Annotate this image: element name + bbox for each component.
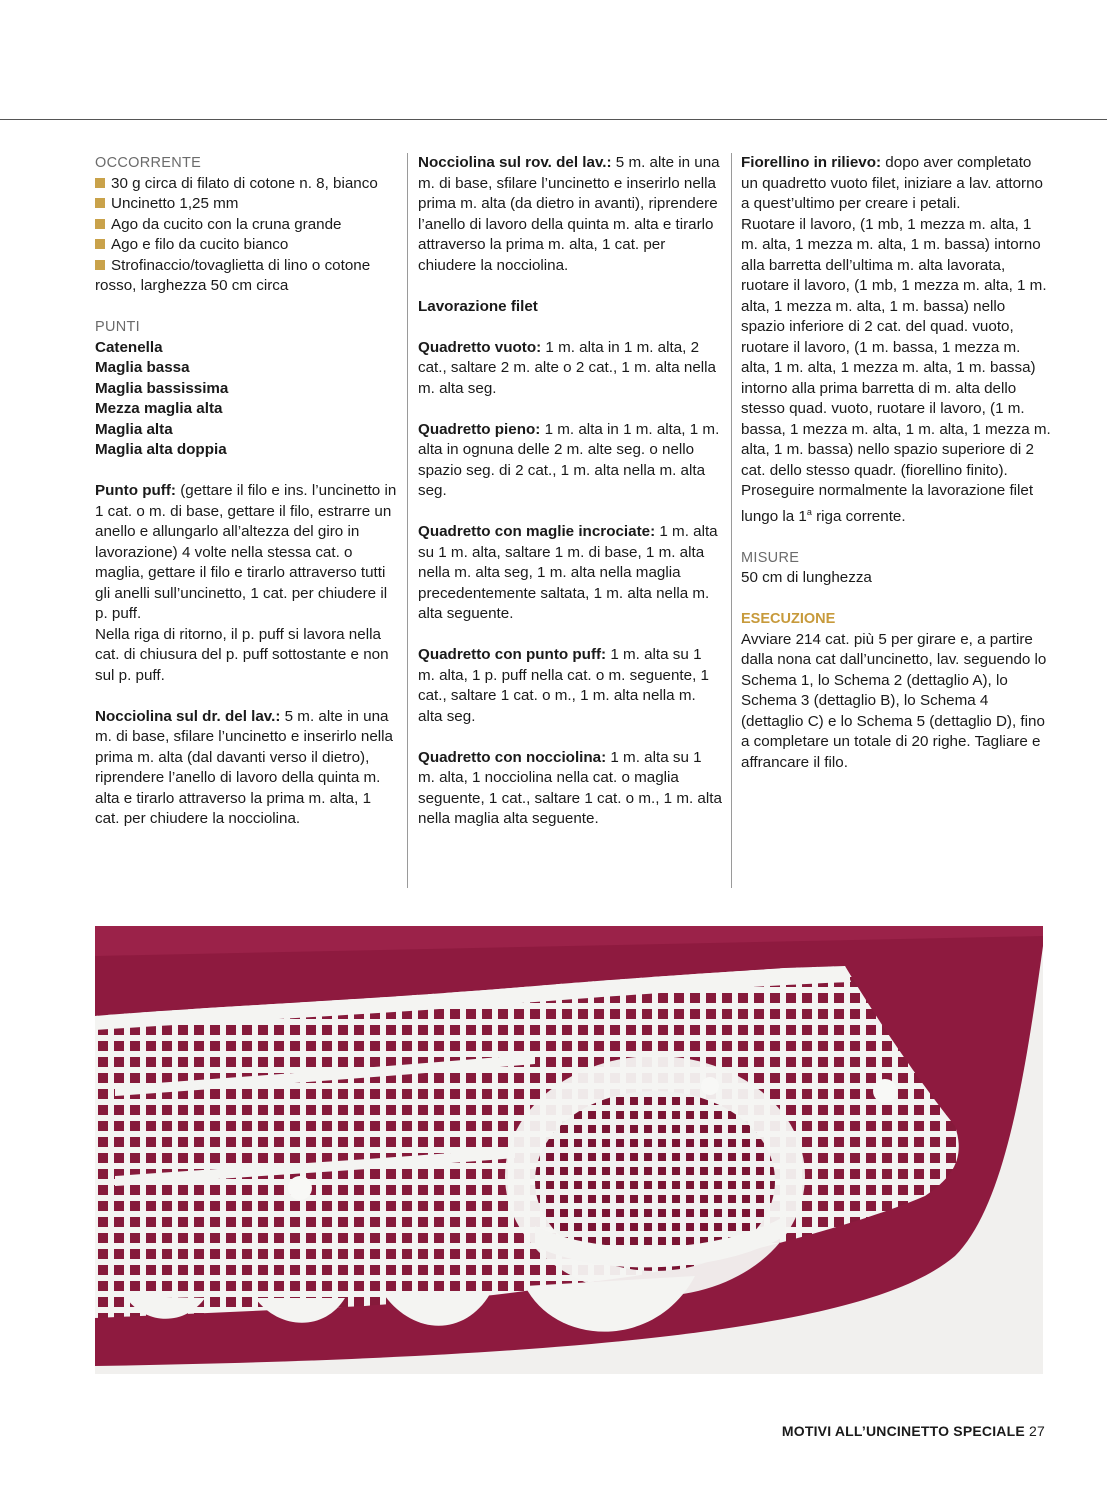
lace-photo — [95, 926, 1043, 1374]
quadretto-incrociate-paragraph: Quadretto con maglie incrociate: 1 m. alta su 1 m. alta, saltare 1 m. di base, 1 m. alta nella m. alta seg, 1 m. alta nella maglia precedentemente saltata, 1 m. alta nella m. alta seguente. — [418, 523, 718, 622]
column-2 — [418, 153, 722, 830]
stitch-item: Maglia bassa — [95, 359, 190, 376]
page-footer — [782, 1423, 1045, 1439]
stitch-item: Maglia alta — [95, 420, 173, 438]
stitch-item: Mezza maglia alta — [95, 400, 223, 417]
materials-list — [95, 174, 397, 297]
punto-puff-paragraph-2: Nella riga di ritorno, il p. puff si lavora nella cat. di chiusura del p. puff sottostante e non sul p. puff. — [95, 625, 389, 684]
material-item: Uncinetto 1,25 mm — [95, 194, 397, 215]
column-1 — [95, 153, 397, 830]
punti-heading: PUNTI — [95, 319, 140, 335]
stitch-item: Catenella — [95, 338, 163, 356]
fiorellino-paragraph-3: Proseguire normalmente la lavorazione filet lungo la 1$^a$ riga corrente. — [741, 482, 1034, 525]
column-3 — [741, 153, 1051, 773]
stitch-item: Maglia alta doppia — [95, 441, 227, 458]
nocciolina-dritto-paragraph: Nocciolina sul dr. del lav.: 5 m. alte in una m. di base, sfilare l’uncinetto e inserirlo nella prima m. alta (dal davanti verso il dietro), riprendere l’anello di lavoro della quinta m. alta e tirarlo attraverso la prima m. alta, 1 cat. per chiudere la nocciolina. — [95, 707, 393, 827]
magazine-title: MOTIVI ALL’UNCINETTO SPECIALE — [781, 1423, 1025, 1439]
fiorellino-paragraph-2: Ruotare il lavoro, (1 mb, 1 mezza m. alta, 1 m. alta, 1 mezza m. alta, 1 m. bassa) intorno alla barretta dell’ultima m. alta lavorata, ruotare il lavoro, (1 mb, 1 mezza m. alta, 1 m. alta, 1 mezza m. alta, 1 m. bassa) nello spazio inferiore di 2 cat. del quad. vuoto, ruotare il lavoro, (1 m. bassa, 1 mezza m. alta, 1 m. alta, 1 mezza m. alta, 1 m. bassa) intorno alla prima barretta di m. alta dello stesso quad. vuoto, ruotare il lavoro, (1 m. bassa, 1 mezza m. alta, 1 m. alta, 1 mezza m. alta, 1 m. bassa) nello spazio superiore di 2 cat. dello stesso quadr. (fiorellino finito). — [741, 215, 1051, 479]
material-item: Strofinaccio/tovaglietta di lino o cotone rosso, larghezza 50 cm circa — [95, 256, 371, 294]
quadretto-puff-paragraph: Quadretto con punto puff: 1 m. alta su 1 m. alta, 1 p. puff nella cat. o m. seguente, 1 cat., saltare 1 cat. o m., 1 m. alta nella m. alta seg. — [418, 646, 709, 725]
quadretto-nocciolina-paragraph: Quadretto con nocciolina: 1 m. alta su 1 m. alta, 1 nocciolina nella cat. o maglia seguente, 1 cat., saltare 1 cat. o m., 1 m. alta nella maglia alta seguente. — [418, 748, 722, 827]
material-item: Ago e filo da cucito bianco — [95, 235, 397, 256]
stitches-list — [95, 338, 397, 461]
punto-puff-paragraph: Punto puff: (gettare il filo e ins. l’uncinetto in 1 cat. o m. di base, gettare il filo, estrarre un anello e allungarlo all’altezza del giro in lavorazione) 4 volte nella stessa cat. o maglia, gettare il filo e tirarlo attraverso tutti gli anelli sull’uncinetto, 1 cat. per chiudere il p. puff. — [95, 482, 397, 622]
misure-heading: MISURE — [741, 549, 800, 566]
nocciolina-rovescio-paragraph: Nocciolina sul rov. del lav.: 5 m. alte in una m. di base, sfilare l’uncinetto e inserirlo nella prima m. alta (da dietro in avanti), riprendere l’anello di lavoro della quinta m. alta e tirarlo attraverso la prima m. alta, 1 cat. per chiudere la nocciolina. — [418, 154, 720, 274]
square-bullet-icon — [95, 178, 105, 188]
esecuzione-heading: ESECUZIONE — [741, 611, 836, 628]
material-item: Ago da cucito con la cruna grande — [95, 215, 397, 236]
square-bullet-icon — [95, 239, 105, 249]
stitch-item: Maglia bassissima — [95, 379, 229, 397]
filet-heading: Lavorazione filet — [418, 297, 538, 315]
misure-text: 50 cm di lunghezza — [741, 569, 872, 587]
top-rule — [0, 119, 1107, 120]
occorrente-heading: OCCORRENTE — [95, 155, 202, 171]
square-bullet-icon — [95, 260, 105, 270]
material-item: 30 g circa di filato di cotone n. 8, bianco — [95, 174, 397, 195]
quadretto-pieno-paragraph: Quadretto pieno: 1 m. alta in 1 m. alta, 1 m. alta in ognuna delle 2 m. alte seg. o nello spazio seg. di 2 cat., 1 m. alta nella m. alta seg. — [418, 420, 720, 499]
crochet-lace-illustration — [95, 926, 1043, 1374]
column-divider — [731, 153, 732, 888]
page-number: 27 — [1029, 1423, 1045, 1439]
fiorellino-paragraph: Fiorellino in rilievo: dopo aver completato un quadretto vuoto filet, iniziare a lav. attorno a quest’ultimo per creare i petali. — [741, 154, 1043, 212]
square-bullet-icon — [95, 219, 105, 229]
square-bullet-icon — [95, 198, 105, 208]
esecuzione-text: Avviare 214 cat. più 5 per girare e, a partire dalla nona cat dall’uncinetto, lav. seguendo lo Schema 1, lo Schema 2 (dettaglio A), lo Schema 3 (dettaglio B), lo Schema 4 (dettaglio C) e lo Schema 5 (dettaglio D), fino a completare un totale di 20 righe. Tagliare e affrancare il filo. — [741, 630, 1047, 771]
quadretto-vuoto-paragraph: Quadretto vuoto: 1 m. alta in 1 m. alta, 2 cat., saltare 2 m. alte o 2 cat., 1 m. alta nella m. alta seg. — [418, 338, 716, 397]
column-divider — [407, 153, 408, 888]
